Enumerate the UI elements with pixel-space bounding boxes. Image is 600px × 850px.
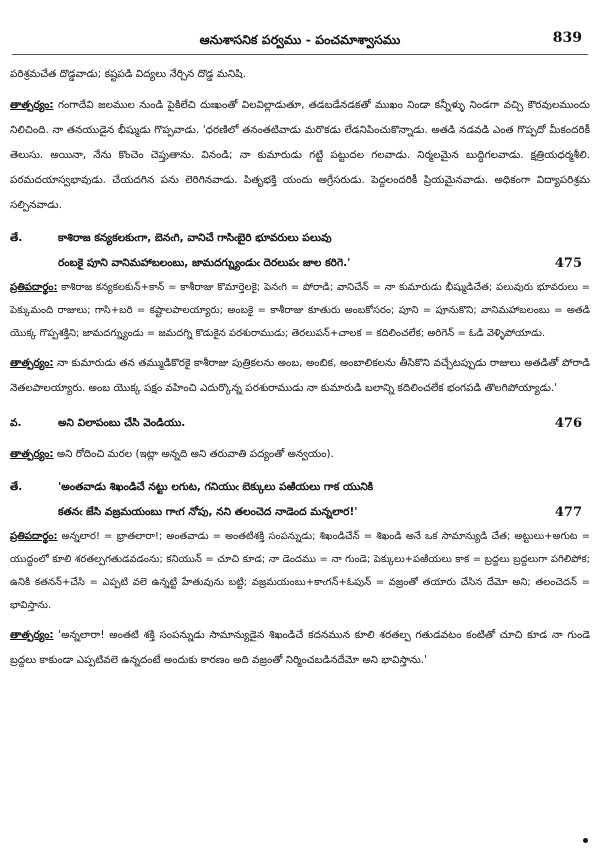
vachanam-text: అని విలాపంబు చేసి వెండియు. [58,417,186,429]
page-mark-dot [583,838,588,843]
pratipadartham-text: కాశిరాజ కన్యకలకున్+కాన్ = కాశీరాజు కొమార్తెలకై; పెనఁగి = పోరాడి; వానిచేన్ = నా కుమారుడు భీష్ముడిచేత; పలువురు భూవరులు = పెక్కుమంది రాజులు; గాసి+బరి = కష్టాలపాలయ్యారు; అంబకై = కాశీరాజు కూతురు అంబకోసరం; పూని = పూనుకొని; వానిమహాబలంబు = అతడి యొక్క గొప్పశక్తిని; జామదగ్న్యుండు = జమదగ్ని కొడుకైన పరశురాముడు; తెరలుపన్+చాలక = కదిలించలేక; అరిగెన్ = ఓడి వెళ్ళిపోయాడు. [10,282,590,339]
verse-meter: తే. [10,481,23,493]
verse-number: 475 [554,256,582,271]
paragraph-tatparyam-2 [10,351,590,401]
verse-line: రంబకై పూని వానిమహాబలంబు, జామదగ్న్యుండుఁ దెరలుపఁ జాల కరిగె.' [58,257,351,269]
verse-477 [10,475,590,525]
verse-meter: తే. [10,232,23,244]
tatparyam-text: గంగాదేవి జలముల నుండి పైకిలేచి దుఃఖంతో విలవిల్లాడుతూ, తడబడేనడకతో ముఖం నిండా కన్నీళ్ళు నిండగా వచ్చి కౌరవులముందు నిలిచింది. నా తనయుడైన భీష్ముడు గొప్పవాడు. 'ధరణిలో తనంతటివాడు మరొకడు లేడనిపించుకొన్నాడు. అతడి నడవడి ఎంత గొప్పదో మీకందరికీ తెలుసు. అయినా, నేను కొంచెం చెప్తుతాను. వినండి; నా కుమారుడు గట్టి పట్టుదల గలవాడు. నిర్మలమైన బుద్ధిగలవాడు. క్షత్రియధర్మశీలి. పరమదయాస్వభావుడు. చేయదగిన పను లెరిగినవాడు. పితృభక్తి యందు అగ్రేసరుడు. పెద్దలందరికీ ప్రియమైనవాడు. అధికంగా విద్యాపరిశ్రమ సల్పినవాడు. [10,99,590,211]
running-title: ఆనుశాసనిక పర్వము - పంచమాశ్వాసము [199,32,401,47]
page-header [10,30,590,54]
tatparyam-label: తాత్పర్యం: [10,629,54,641]
paragraph-tatparyam-3 [10,442,590,467]
continuation-text: పరిశ్రమచేత దొడ్డవాడు; కష్టపడి విద్యలు నేర్చిన దొడ్డ మనిషి. [10,68,246,80]
verse-line: కాశిరాజ కన్యకలకుఁగా, బెనఁగి, వానిచే గాసిఁబైరి భూవరులు పలువు [58,232,332,244]
pratipadartham-text: అన్నలార! = భ్రాతలారా!; అంతవాడు = అంతటిశక్తి సంపన్నుడు; శిఖండిచేన్ = శిఖండి అనే ఒక సామాన్యుడి చేత; అట్టులు+అగుట = యుద్ధంలో కూలి శరతల్పగతుడవడంను; కనియున్ = చూచి కూడ; నా డెందము = నా గుండె; పెక్కులు+పఱియలు కాక = బ్రద్దలు బ్రద్దలుగా పగిలిపోక; ఉనికి కతనన్+చేసి = ఎప్పటి వలె ఉన్నట్టి హేతువును బట్టి; వజ్రమయంబు+కాఁగన్+ఓపున్ = వజ్రంతో తయారు చేసిన దేమో అని; తలంచెదన్ = భావిస్తాను. [10,531,590,611]
verse-number: 477 [554,505,582,520]
pratipadartham-label: ప్రతిపదార్థం: [10,531,58,542]
tatparyam-text: నా కుమారుడు తన తమ్ముడికొరకై కాశీరాజు పుత్రికలను అంబ, అంబిక, అంబాలికలను తీసికొని వచ్చేటప్పుడు రాజులు అతడితో పోరాడి నెతలపాలయ్యారు. అంబ యొక్క పక్షం వహించి ఎదుర్కొన్న పరశురాముడు నా కుమారుడి బలాన్ని కదిలించలేక భంగపడి తొలగిపోయ్యాడు.' [10,357,590,394]
verse-lines [58,475,550,525]
verse-number: 476 [554,416,582,431]
page-number: 839 [552,30,582,46]
pratipadartham-label: ప్రతిపదార్థం: [10,282,58,293]
paragraph-pratipadartham-2 [10,525,590,617]
tatparyam-label: తాత్పర్యం: [10,99,54,111]
paragraph-continuation [10,62,590,87]
page-content [10,62,590,673]
paragraph-tatparyam-4 [10,623,590,673]
header-rule [12,54,588,55]
tatparyam-label: తాత్పర్యం: [10,357,54,369]
tatparyam-label: తాత్పర్యం: [10,448,54,460]
verse-meter: వ. [10,417,22,429]
tatparyam-text: అని రోదించి మరల (ఇట్లా అన్నది అని తరువాతి పద్యంతో అన్వయం). [53,448,334,460]
verse-line: కతనఁ జేసి వజ్రమయంబు గాఁగ నోపు, నని తలంచెద నాడెంద మన్నలార!' [58,506,358,518]
paragraph-pratipadartham-1 [10,276,590,345]
verse-line: 'అంతవాడు శిఖండిచే నట్టు లగుట, గనియుఁ బెక్కులు పఱియలు గాక యునికి [58,481,374,493]
vachanam-476 [10,411,590,436]
tatparyam-text: 'అన్నలారా! అంతటి శక్తి సంపన్నుడు సామాన్యుడైన శిఖండిచే కదనమున కూలి శరతల్ప గతుడవటం కంటితో చూచి కూడ నా గుండె బ్రద్దలు కాకుండా ఎప్పటివలె ఉన్నదంటే అందుకు కారణం అది వజ్రంతో నిర్మించబడినదేమో అని భావిస్తాను.' [10,629,590,666]
verse-lines [58,226,550,276]
paragraph-tatparyam-1 [10,93,590,218]
verse-475 [10,226,590,276]
